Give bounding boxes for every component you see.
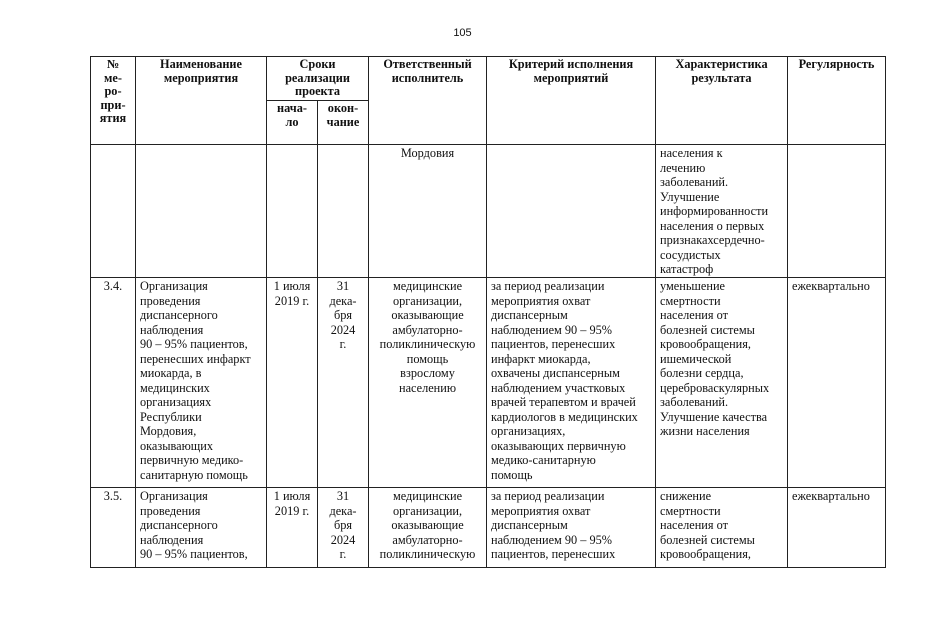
cell-number: 3.4. [91,278,136,488]
cell-result: уменьшение смертности населения от болезней системы кровообращения, ишемической болезни сердца, цереброваскулярных заболеваний. Улучшение качества жизни населения [656,278,788,488]
cell-number [91,145,136,278]
cell-end [318,145,369,278]
cell-executor: медицинские организации, оказывающие амбулаторно- поликлиническую помощь взрослому населению [369,278,487,488]
header-executor: Ответственный исполнитель [369,57,487,145]
cell-start: 1 июля 2019 г. [267,488,318,568]
cell-number: 3.5. [91,488,136,568]
table-row [91,488,886,568]
cell-regularity [788,145,886,278]
cell-end: 31 дека- бря 2024 г. [318,488,369,568]
page-number: 105 [453,27,472,39]
header-start: нача- ло [267,101,318,145]
cell-criterion: за период реализации мероприятия охват диспансерным наблюдением 90 – 95% пациентов, перенесших инфаркт миокарда, охвачены диспансерным наблюдением участковых врачей терапевтом и врачей кардиологов в медицинских организациях, оказывающих первичную медико-санитарную помощь [487,278,656,488]
cell-start: 1 июля 2019 г. [267,278,318,488]
header-end: окон- чание [318,101,369,145]
table-row [91,145,886,278]
cell-executor: медицинские организации, оказывающие амбулаторно- поликлиническую [369,488,487,568]
cell-regularity: ежеквартально [788,278,886,488]
cell-regularity: ежеквартально [788,488,886,568]
cell-result: населения к лечению заболеваний. Улучшение информированности населения о первых признакахсердечно- сосудистых катастроф [656,145,788,278]
activities-table [90,56,886,568]
cell-end: 31 дека- бря 2024 г. [318,278,369,488]
header-result: Характеристика результата [656,57,788,145]
cell-activity-name: Организация проведения диспансерного наблюдения 90 – 95% пациентов, [136,488,267,568]
cell-activity-name [136,145,267,278]
header-activity-name: Наименование мероприятия [136,57,267,145]
table-row [91,278,886,488]
cell-criterion: за период реализации мероприятия охват диспансерным наблюдением 90 – 95% пациентов, перенесших [487,488,656,568]
header-criterion: Критерий исполнения мероприятий [487,57,656,145]
header-number: № ме- ро- при- ятия [91,57,136,145]
header-regularity: Регулярность [788,57,886,145]
cell-activity-name: Организация проведения диспансерного наблюдения 90 – 95% пациентов, перенесших инфаркт миокарда, в медицинских организациях Республики Мордовия, оказывающих первичную медико- санитарную помощь [136,278,267,488]
cell-executor: Мордовия [369,145,487,278]
cell-result: снижение смертности населения от болезней системы кровообращения, [656,488,788,568]
cell-criterion [487,145,656,278]
header-terms: Сроки реализации проекта [267,57,369,101]
cell-start [267,145,318,278]
